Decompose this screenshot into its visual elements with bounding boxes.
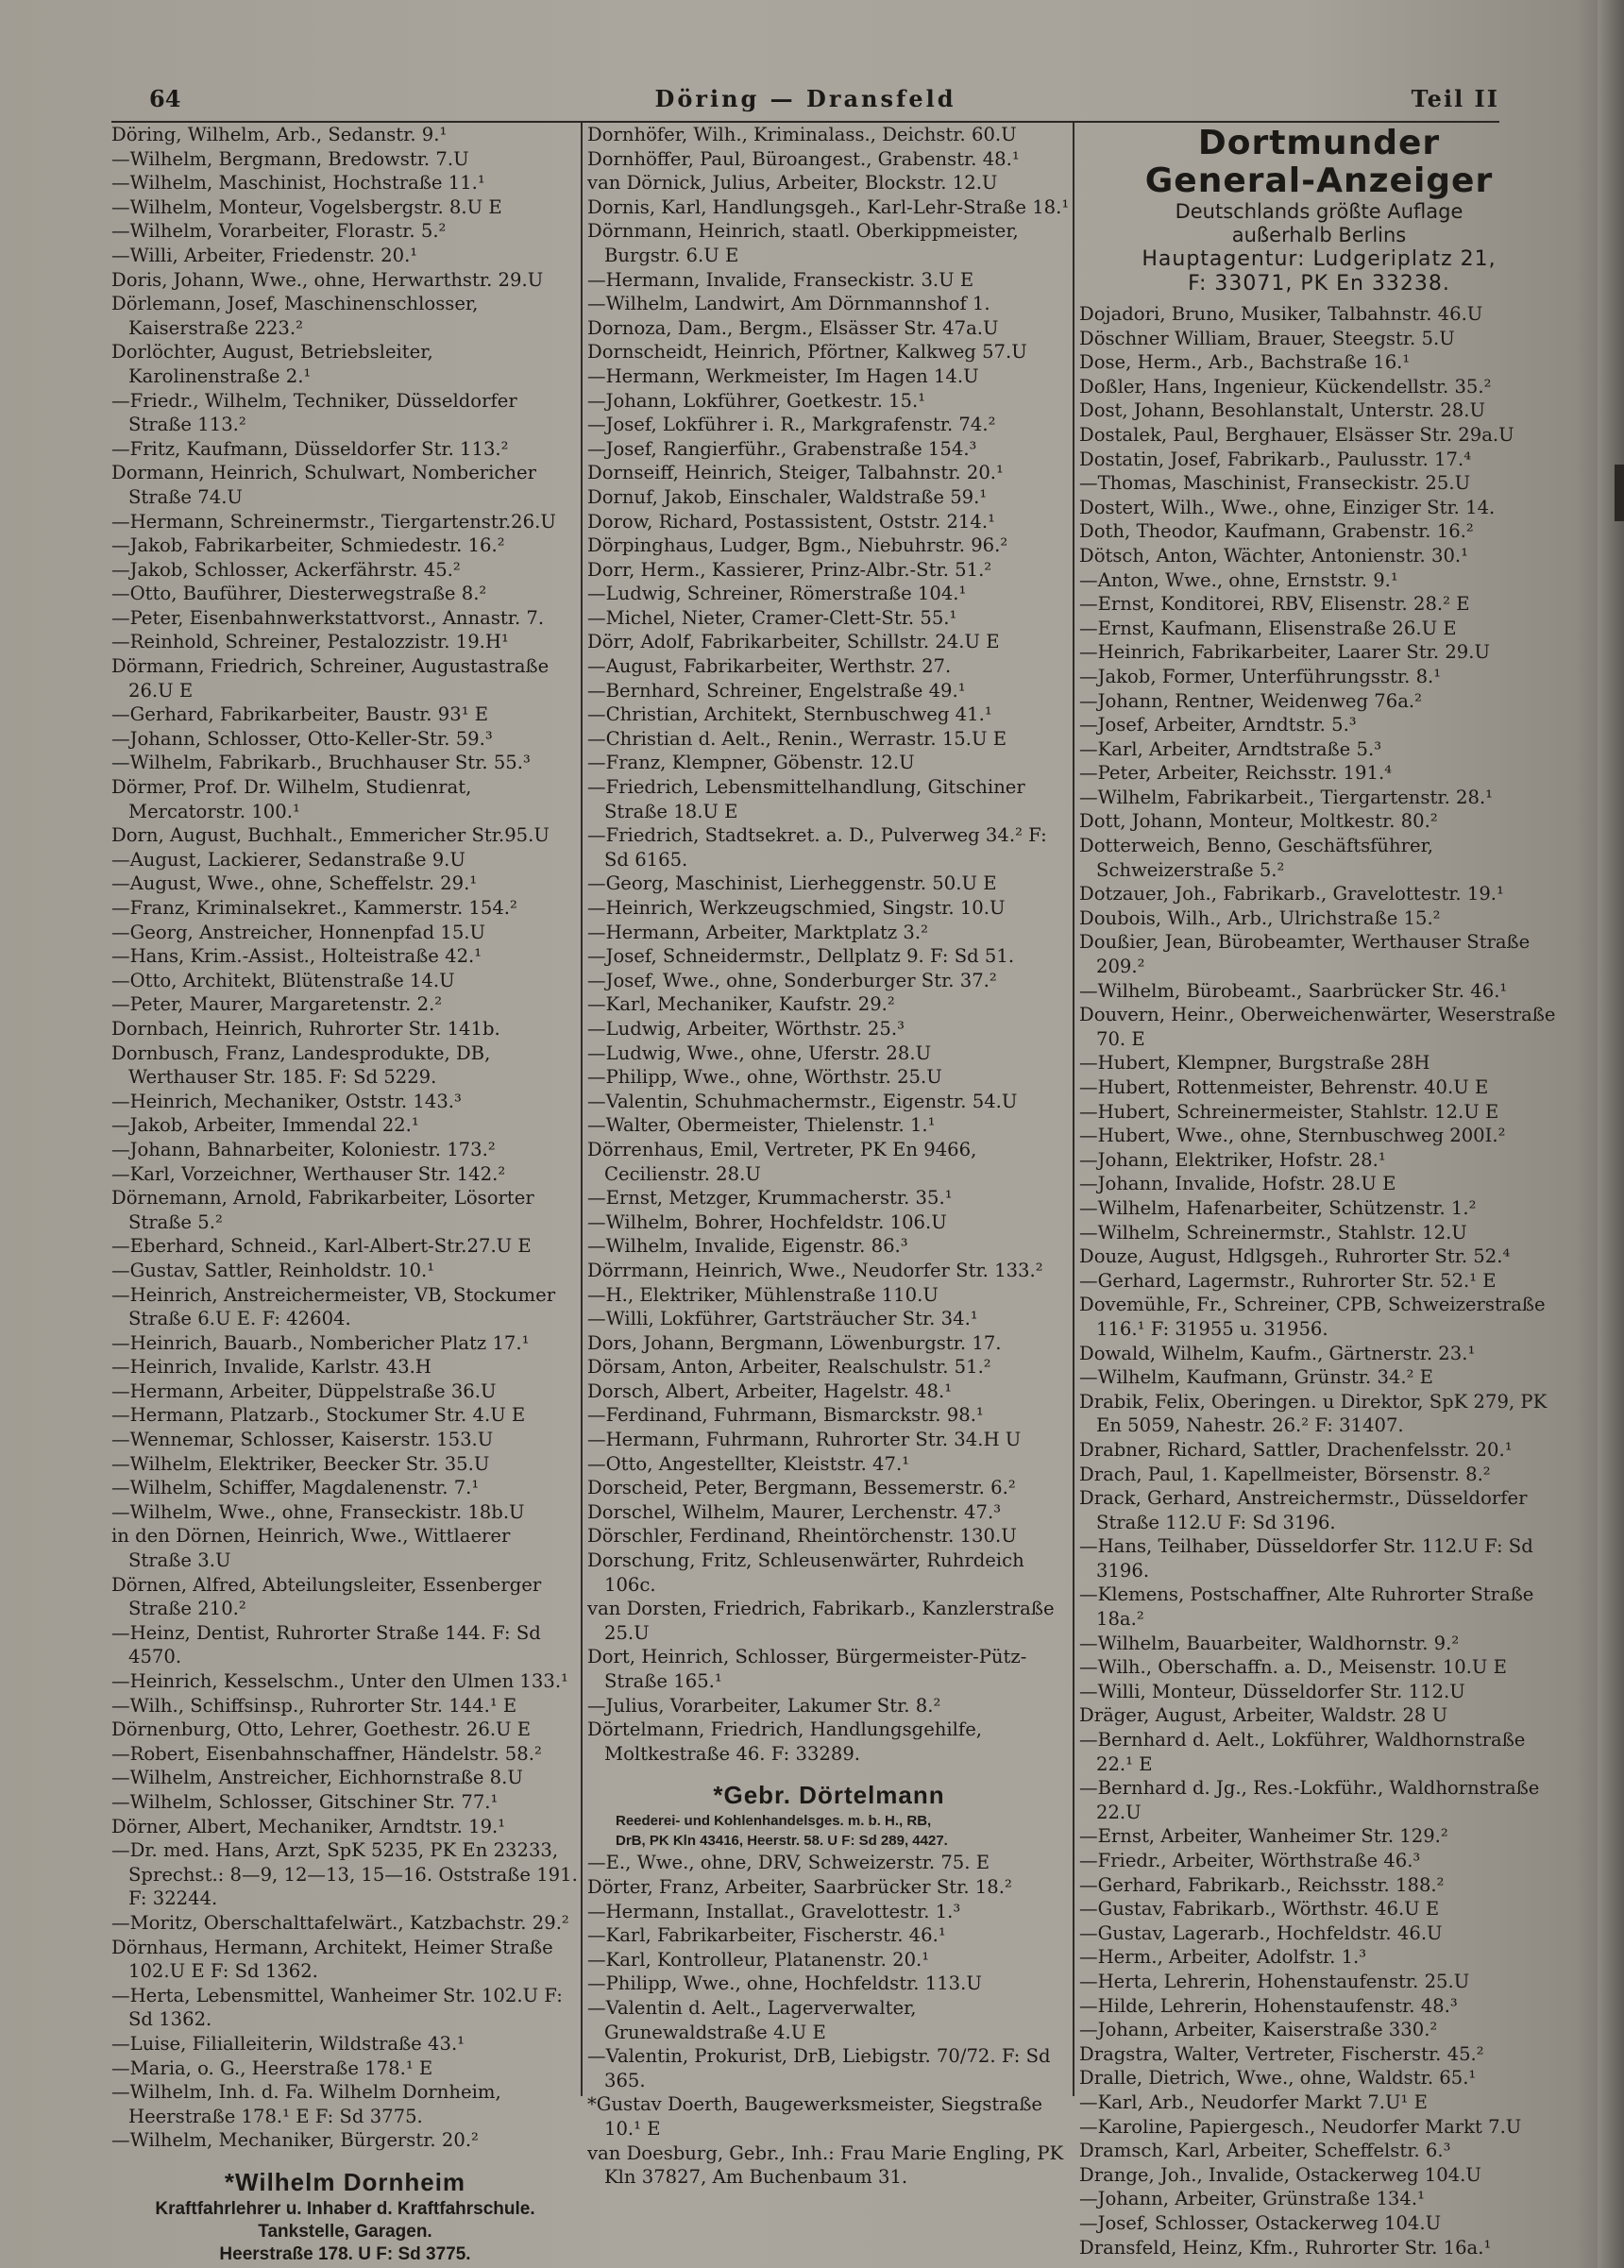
directory-entry: —Karl, Arbeiter, Arndtstraße 5.³ [1079,737,1382,760]
directory-entry: *Gustav Doerth, Baugewerksmeister, Siegstraße 10.¹ E [587,2093,1043,2140]
directory-entry: van Dörnick, Julius, Arbeiter, Blockstr. 12.U [587,172,998,195]
directory-entry: —Hermann, Arbeiter, Düppelstraße 36.U [111,1379,497,1402]
directory-entry: —Moritz, Oberschalttafelwärt., Katzbachstr. 29.² [111,1911,569,1934]
directory-entry: Doris, Johann, Wwe., ohne, Herwarthstr. 29.U [111,268,544,291]
directory-entry: —Hermann, Werkmeister, Im Hagen 14.U [587,364,979,387]
directory-entry: —Reinhold, Schreiner, Pestalozzistr. 19.H¹ [111,631,509,653]
directory-entry: —Julius, Vorarbeiter, Lakumer Str. 8.² [587,1694,941,1717]
directory-entry: —Heinrich, Anstreichermeister, VB, Stockumer Straße 6.U E. F: 42604. [111,1283,556,1330]
directory-entry: —Friedr., Wilhelm, Techniker, Düsseldorfer Straße 113.² [111,389,517,436]
directory-entry: Dornbusch, Franz, Landesprodukte, DB, Werthauser Str. 185. F: Sd 5229. [111,1041,491,1089]
directory-entry: —Wennemar, Schlosser, Kaiserstr. 153.U [111,1429,494,1451]
directory-entry: —Heinrich, Fabrikarbeiter, Laarer Str. 29.U [1079,641,1491,664]
directory-entry: Dörter, Franz, Arbeiter, Saarbrücker Str. 18.² [587,1875,1012,1898]
directory-entry: —Maria, o. G., Heerstraße 178.¹ E [111,2056,433,2079]
directory-entry: —Hermann, Platzarb., Stockumer Str. 4.U E [111,1404,526,1427]
directory-entry: —Franz, Kriminalsekret., Kammerstr. 154.² [111,897,517,919]
directory-entry: Dotterweich, Benno, Geschäftsführer, Schweizerstraße 5.² [1079,835,1434,881]
directory-entry: —Otto, Architekt, Blütenstraße 14.U [111,969,455,991]
directory-entry: Dort, Heinrich, Schlosser, Bürgermeister-Pütz-Straße 165.¹ [587,1646,1027,1692]
entry-list-2b [587,1851,1071,2189]
directory-entry: —Wilh., Schiffsinsp., Ruhrorter Str. 144.¹ E [111,1694,517,1717]
directory-entry: Dörschler, Ferdinand, Rheintörchenstr. 130.U [587,1525,1017,1548]
directory-entry: Dostert, Wilh., Wwe., ohne, Einziger Str. 14. [1079,496,1496,518]
directory-entry: —Heinrich, Bauarb., Nombericher Platz 17.¹ [111,1331,530,1354]
directory-entry: Dransfeld, Heinz, Kfm., Ruhrorter Str. 16a.¹ [1079,2236,1492,2259]
directory-entry: Dormann, Heinrich, Schulwart, Nombericher Straße 74.U [111,462,536,508]
directory-entry: —Philipp, Wwe., ohne, Wörthstr. 25.U [587,1066,942,1089]
directory-entry: Dörrmann, Heinrich, Wwe., Neudorfer Str. 133.² [587,1259,1043,1281]
directory-entry: Dornscheidt, Heinrich, Pförtner, Kalkweg 57.U [587,341,1027,364]
directory-entry: —Wilhelm, Bergmann, Bredowstr. 7.U [111,147,469,170]
directory-entry: Dragstra, Walter, Vertreter, Fischerstr. 45.² [1079,2042,1484,2065]
directory-entry: —Hubert, Schreinermeister, Stahlstr. 12.U E [1079,1100,1499,1123]
directory-entry: —Hermann, Schreinermstr., Tiergartenstr.26.U [111,510,556,533]
directory-entry: —Robert, Eisenbahnschaffner, Händelstr. 58.² [111,1742,542,1765]
directory-entry: —Josef, Wwe., ohne, Sonderburger Str. 37.² [587,969,997,991]
directory-entry: Dörr, Adolf, Fabrikarbeiter, Schillstr. 24.U E [587,631,1000,653]
directory-entry: —Hermann, Invalide, Franseckistr. 3.U E [587,268,974,291]
directory-entry: Döschner William, Brauer, Steegstr. 5.U [1079,327,1455,349]
directory-entry: Douvern, Heinr., Oberweichenwärter, Weserstraße 70. E [1079,1004,1556,1050]
directory-entry: Dostatin, Josef, Fabrikarb., Paulusstr. 17.⁴ [1079,448,1472,470]
directory-entry: Dojadori, Bruno, Musiker, Talbahnstr. 46.U [1079,303,1483,325]
directory-entry: Dötsch, Anton, Wächter, Antonienstr. 30.¹ [1079,544,1469,567]
directory-entry: —Georg, Maschinist, Lierheggenstr. 50.U E [587,872,997,895]
directory-entry: Dornbach, Heinrich, Ruhrorter Str. 141b. [111,1017,500,1040]
directory-entry: —Wilhelm, Monteur, Vogelsbergstr. 8.U E [111,195,502,218]
directory-entry: —Johann, Elektriker, Hofstr. 28.¹ [1079,1148,1386,1171]
directory-entry: Dörnen, Alfred, Abteilungsleiter, Essenberger Straße 210.² [111,1573,542,1620]
column-3 [1079,123,1559,2260]
directory-entry: —Heinrich, Mechaniker, Oststr. 143.³ [111,1090,462,1112]
directory-entry: Dotzauer, Joh., Fabrikarb., Gravelottestr. 19.¹ [1079,883,1504,906]
directory-entry: —Heinrich, Invalide, Karlstr. 43.H [111,1356,431,1379]
advert-text: DrB, PK Kln 43416, Heerstr. 58. U F: Sd 289, 4427. [616,1833,948,1850]
advert-general-anzeiger [1079,125,1559,296]
directory-entry: Dörnhaus, Hermann, Architekt, Heimer Straße 102.U E F: Sd 1362. [111,1936,553,1983]
directory-entry: —Hubert, Klempner, Burgstraße 28H [1079,1052,1430,1075]
directory-entry: —Friedrich, Lebensmittelhandlung, Gitschiner Straße 18.U E [587,776,1025,822]
directory-entry: —Gustav, Sattler, Reinholdstr. 10.¹ [111,1259,435,1281]
directory-entry: —Ernst, Metzger, Krummacherstr. 35.¹ [587,1187,953,1210]
directory-entry: —Philipp, Wwe., ohne, Hochfeldstr. 113.U [587,1972,982,1995]
directory-entry: —Josef, Lokführer i. R., Markgrafenstr. 74.² [587,414,996,436]
directory-entry: —Peter, Eisenbahnwerkstattvorst., Annastr. 7. [111,606,545,629]
directory-entry: —Valentin, Schuhmachermstr., Eigenstr. 54.U [587,1090,1018,1112]
advert-address: Heerstraße 178. U F: Sd 3775. [219,2243,471,2264]
directory-entry: —Johann, Invalide, Hofstr. 28.U E [1079,1173,1396,1195]
directory-entry: Dorscheid, Peter, Bergmann, Bessemerstr. 6.² [587,1477,1016,1499]
directory-entry: Dörnemann, Arnold, Fabrikarbeiter, Lösorter Straße 5.² [111,1187,534,1233]
directory-entry: —Wilhelm, Bürobeamt., Saarbrücker Str. 46.¹ [1079,979,1508,1002]
directory-entry: Dost, Johann, Besohlanstalt, Unterstr. 28.U [1079,399,1486,422]
directory-entry: —E., Wwe., ohne, DRV, Schweizerstr. 75. E [587,1852,990,1874]
directory-entry: —Hans, Krim.-Assist., Holteistraße 42.¹ [111,945,482,968]
directory-entry: Dörsam, Anton, Arbeiter, Realschulstr. 51.² [587,1356,991,1379]
directory-entry: Dovemühle, Fr., Schreiner, CPB, Schweizerstraße 116.¹ F: 31955 u. 31956. [1079,1294,1546,1340]
directory-entry: —Fritz, Kaufmann, Düsseldorfer Str. 113.² [111,437,509,460]
directory-entry: —Wilhelm, Schlosser, Gitschiner Str. 77.¹ [111,1790,499,1813]
directory-entry: —Wilh., Oberschaffn. a. D., Meisenstr. 10.U E [1079,1656,1507,1679]
directory-entry: —Johann, Schlosser, Otto-Keller-Str. 59.³ [111,727,493,750]
directory-entry: —Josef, Schlosser, Ostackerweg 104.U [1079,2211,1442,2234]
directory-entry: —Johann, Arbeiter, Grünstraße 134.¹ [1079,2188,1425,2210]
advert-title: *Gebr. Dörtelmann [713,1781,945,1810]
entry-list-3 [1079,302,1559,2260]
directory-entry: —Wilhelm, Anstreicher, Eichhornstraße 8.U [111,1767,523,1789]
directory-entry: —Walter, Obermeister, Thielenstr. 1.¹ [587,1114,936,1137]
directory-entry: —Jakob, Former, Unterführungsstr. 8.¹ [1079,665,1442,687]
directory-entry: Dörner, Albert, Mechaniker, Arndtstr. 19.¹ [111,1815,506,1837]
directory-entry: Dräger, August, Arbeiter, Waldstr. 28 U [1079,1704,1448,1727]
directory-entry: —Wilhelm, Maschinist, Hochstraße 11.¹ [111,172,485,195]
directory-entry: —Hilde, Lehrerin, Hohenstaufenstr. 48.³ [1079,1994,1458,2017]
directory-entry: —Ernst, Konditorei, RBV, Elisenstr. 28.² E [1079,593,1470,616]
directory-entry: Drabik, Felix, Oberingen. u Direktor, SpK 279, PK En 5059, Nahestr. 26.² F: 31407. [1079,1390,1548,1437]
column-rule [1073,123,1074,2096]
directory-entry: —Karoline, Papiergesch., Neudorfer Markt 7.U [1079,2115,1522,2138]
directory-entry: —Ernst, Kaufmann, Elisenstraße 26.U E [1079,617,1457,639]
directory-entry: —Ludwig, Wwe., ohne, Uferstr. 28.U [587,1041,932,1064]
directory-entry: Dornis, Karl, Handlungsgeh., Karl-Lehr-Straße 18.¹ [587,195,1070,218]
directory-entry: —Peter, Maurer, Margaretenstr. 2.² [111,993,443,1016]
directory-entry: —Herta, Lehrerin, Hohenstaufenstr. 25.U [1079,1970,1470,1992]
directory-entry: —Herm., Arbeiter, Adolfstr. 1.³ [1079,1946,1367,1969]
directory-entry: Dramsch, Karl, Arbeiter, Scheffelstr. 6.³ [1079,2140,1451,2162]
directory-entry: Dralle, Dietrich, Wwe., ohne, Waldstr. 65.¹ [1079,2067,1477,2090]
directory-entry: Dorn, August, Buchhalt., Emmericher Str.95.U [111,824,550,847]
directory-entry: —Willi, Lokführer, Gartsträucher Str. 34.¹ [587,1308,978,1330]
directory-entry: —August, Fabrikarbeiter, Werthstr. 27. [587,655,952,678]
directory-entry: —Christian, Architekt, Sternbuschweg 41.¹ [587,703,992,726]
directory-entry: —Friedrich, Stadtsekret. a. D., Pulverweg 34.² F: Sd 6165. [587,824,1047,871]
directory-entry: —Hermann, Fuhrmann, Ruhrorter Str. 34.H U [587,1429,1022,1451]
advert-text: außerhalb Berlins [1231,224,1407,246]
advert-text: Reederei- und Kohlenhandelsges. m. b. H., RB, [616,1813,932,1830]
directory-entry: Drange, Joh., Invalide, Ostackerweg 104.U [1079,2163,1481,2186]
directory-entry: van Dorsten, Friedrich, Fabrikarb., Kanzlerstraße 25.U [587,1598,1055,1644]
directory-entry: —Karl, Arb., Neudorfer Markt 7.U¹ E [1079,2090,1428,2113]
directory-entry: Dowald, Wilhelm, Kaufm., Gärtnerstr. 23.¹ [1079,1342,1476,1364]
directory-entry: —H., Elektriker, Mühlenstraße 110.U [587,1283,939,1306]
directory-entry: —Franz, Klempner, Göbenstr. 12.U [587,752,915,774]
directory-entry: Dörmann, Friedrich, Schreiner, Augustastraße 26.U E [111,655,550,702]
directory-entry: —Willi, Monteur, Düsseldorfer Str. 112.U [1079,1680,1465,1702]
directory-entry: —Karl, Fabrikarbeiter, Fischerstr. 46.¹ [587,1924,946,1947]
directory-entry: —Valentin d. Aelt., Lagerverwalter, Grunewaldstraße 4.U E [587,1996,917,2043]
directory-entry: Dorlöchter, August, Betriebsleiter, Karolinenstraße 2.¹ [111,341,433,387]
directory-entry: —Otto, Bauführer, Diesterwegstraße 8.² [111,583,487,605]
directory-entry: —Peter, Arbeiter, Reichsstr. 191.⁴ [1079,762,1393,785]
directory-entry: —Eberhard, Schneid., Karl-Albert-Str.27.U E [111,1235,532,1258]
directory-entry: —Friedr., Arbeiter, Wörthstraße 46.³ [1079,1850,1421,1871]
directory-entry: —Hermann, Installat., Gravelottestr. 1.³ [587,1900,961,1922]
column-rule [581,123,583,2096]
page-header [111,83,1499,123]
directory-entry: —Wilhelm, Inh. d. Fa. Wilhelm Dornheim, Heerstraße 178.¹ E F: Sd 3775. [111,2081,501,2127]
directory-entry: —Gustav, Fabrikarb., Wörthstr. 46.U E [1079,1898,1440,1921]
advert-text: Deutschlands größte Auflage [1175,200,1463,223]
directory-entry: —Wilhelm, Bauarbeiter, Waldhornstr. 9.² [1079,1632,1460,1654]
advert-title: General-Anzeiger [1144,161,1494,200]
directory-entry: Doßler, Hans, Ingenieur, Kückendellstr. 35.² [1079,375,1492,398]
directory-entry: —Bernhard, Schreiner, Engelstraße 49.¹ [587,679,966,702]
directory-entry: Doußier, Jean, Bürobeamter, Werthauser Straße 209.² [1079,931,1531,978]
running-head: Döring — Dransfeld [654,85,956,112]
directory-entry: —Wilhelm, Schiffer, Magdalenenstr. 7.¹ [111,1477,480,1499]
directory-entry: —Christian d. Aelt., Renin., Werrastr. 15.U E [587,727,1007,750]
directory-entry: Dörnenburg, Otto, Lehrer, Goethestr. 26.U E [111,1718,532,1741]
directory-entry: Dörpinghaus, Ludger, Bgm., Niebuhrstr. 96.² [587,534,1008,557]
directory-entry: —Jakob, Arbeiter, Immendal 22.¹ [111,1114,419,1137]
directory-entry: —Dr. med. Hans, Arzt, SpK 5235, PK En 23233, Sprechst.: 8—9, 12—13, 15—16. Oststraße 191. F: 32244. [111,1839,578,1910]
advert-text: Hauptagentur: Ludgeriplatz 21, [1142,247,1497,271]
directory-entry: —Wilhelm, Hafenarbeiter, Schützenstr. 1.² [1079,1196,1477,1219]
directory-entry: Dorsch, Albert, Arbeiter, Hagelstr. 48.¹ [587,1379,953,1402]
directory-entry: —Ernst, Arbeiter, Wanheimer Str. 129.² [1079,1825,1448,1848]
directory-entry: —Gerhard, Fabrikarbeiter, Baustr. 93¹ E [111,703,489,726]
directory-entry: Dornuf, Jakob, Einschaler, Waldstraße 59.¹ [587,485,988,508]
directory-entry: —Anton, Wwe., ohne, Ernststr. 9.¹ [1079,568,1398,591]
directory-entry: —Heinrich, Werkzeugschmied, Singstr. 10.U [587,897,1006,919]
directory-entry: —Josef, Rangierführ., Grabenstraße 154.³ [587,437,977,460]
directory-entry: Dörnmann, Heinrich, staatl. Oberkippmeister, Burgstr. 6.U E [587,220,1019,266]
directory-entry: Dornseiff, Heinrich, Steiger, Talbahnstr. 20.¹ [587,462,1004,484]
directory-entry: —Hans, Teilhaber, Düsseldorfer Str. 112.U F: Sd 3196. [1079,1535,1533,1582]
directory-entry: —Heinrich, Kesselschm., Unter den Ulmen 133.¹ [111,1670,568,1692]
directory-entry: Dörmer, Prof. Dr. Wilhelm, Studienrat, Mercatorstr. 100.¹ [111,776,472,822]
directory-entry: Dose, Herm., Arb., Bachstraße 16.¹ [1079,351,1411,374]
directory-entry: —Ferdinand, Fuhrmann, Bismarckstr. 98.¹ [587,1404,984,1427]
directory-entry: —Herta, Lebensmittel, Wanheimer Str. 102.U F: Sd 1362. [111,1984,563,2031]
directory-entry: Dornhöfer, Wilh., Kriminalass., Deichstr. 60.U [587,124,1017,145]
directory-entry: Dörtelmann, Friedrich, Handlungsgehilfe, Moltkestraße 46. F: 33289. [587,1718,983,1765]
directory-entry: Doubois, Wilh., Arb., Ulrichstraße 15.² [1079,906,1441,929]
column-2 [587,123,1071,2190]
directory-entry: —Bernhard d. Jg., Res.-Lokführ., Waldhornstraße 22.U [1079,1777,1540,1823]
entry-list-1 [111,123,579,2153]
directory-entry: —Jakob, Fabrikarbeiter, Schmiedestr. 16.² [111,534,505,557]
directory-entry: —Karl, Mechaniker, Kaufstr. 29.² [587,993,895,1016]
directory-entry: —Ludwig, Schreiner, Römerstraße 104.¹ [587,583,967,605]
directory-entry: Doth, Theodor, Kaufmann, Grabenstr. 16.² [1079,520,1474,543]
directory-entry: —Josef, Arbeiter, Arndtstr. 5.³ [1079,714,1357,736]
directory-entry: Dostalek, Paul, Berghauer, Elsässer Str. 29a.U [1079,423,1514,446]
directory-entry: —Luise, Filialleiterin, Wildstraße 43.¹ [111,2032,465,2055]
directory-entry: Döring, Wilhelm, Arb., Sedanstr. 9.¹ [111,124,448,145]
directory-entry: Dorow, Richard, Postassistent, Oststr. 214.¹ [587,510,995,533]
directory-entry: Drack, Gerhard, Anstreichermstr., Düsseldorfer Straße 112.U F: Sd 3196. [1079,1487,1528,1533]
directory-entry: —Klemens, Postschaffner, Alte Ruhrorter Straße 18a.² [1079,1583,1534,1631]
directory-entry: Dörlemann, Josef, Maschinenschlosser, Kaiserstraße 223.² [111,293,479,339]
column-1 [111,123,579,2266]
directory-entry: —Valentin, Prokurist, DrB, Liebigstr. 70/72. F: Sd 365. [587,2045,1051,2091]
part-label: Teil II [1411,85,1499,112]
directory-entry: —Karl, Vorzeichner, Werthauser Str. 142.² [111,1162,506,1185]
directory-entry: —Jakob, Schlosser, Ackerfährstr. 45.² [111,558,461,581]
directory-entry: van Doesburg, Gebr., Inh.: Frau Marie Engling, PK Kln 37827, Am Buchenbaum 31. [587,2141,1064,2189]
directory-entry: Dornhöffer, Paul, Büroangest., Grabenstr. 48.¹ [587,147,1020,170]
page-edge [1598,0,1624,2268]
directory-entry: —Willi, Arbeiter, Friedenstr. 20.¹ [111,244,418,266]
advert-dornheim [111,2166,579,2266]
directory-entry: Dors, Johann, Bergmann, Löwenburgstr. 17. [587,1331,1002,1354]
directory-entry: Dörrenhaus, Emil, Vertreter, PK En 9466, Cecilienstr. 28.U [587,1138,977,1185]
directory-entry: —Gerhard, Fabrikarb., Reichsstr. 188.² [1079,1873,1445,1896]
directory-entry: —Wilhelm, Fabrikarb., Bruchhauser Str. 55.³ [111,752,531,774]
directory-entry: Drabner, Richard, Sattler, Drachenfelsstr. 20.¹ [1079,1438,1513,1461]
directory-entry: —Georg, Anstreicher, Honnenpfad 15.U [111,921,486,943]
directory-entry: —Wilhelm, Elektriker, Beecker Str. 35.U [111,1452,490,1475]
directory-entry: —Bernhard d. Aelt., Lokführer, Waldhornstraße 22.¹ E [1079,1729,1526,1775]
advert-title: Dortmunder [1197,124,1441,162]
directory-entry: in den Dörnen, Heinrich, Wwe., Wittlaerer Straße 3.U [111,1525,511,1572]
thumb-tab [1615,465,1624,521]
directory-entry: —Gerhard, Lagermstr., Ruhrorter Str. 52.¹ E [1079,1269,1497,1292]
directory-entry: Dorschel, Wilhelm, Maurer, Lerchenstr. 47.³ [587,1500,1002,1523]
directory-entry: —Hubert, Rottenmeister, Behrenstr. 40.U E [1079,1076,1489,1098]
directory-entry: —August, Lackierer, Sedanstraße 9.U [111,848,465,871]
directory-entry: —Johann, Bahnarbeiter, Koloniestr. 173.² [111,1138,496,1160]
advert-text: Kraftfahrlehrer u. Inhaber d. Kraftfahrschule. Tankstelle, Garagen. [155,2198,535,2242]
directory-entry: Dorr, Herm., Kassierer, Prinz-Albr.-Str. 51.² [587,558,992,581]
directory-entry: —Johann, Lokführer, Goetkestr. 15.¹ [587,389,926,412]
directory-entry: —Wilhelm, Bohrer, Hochfeldstr. 106.U [587,1210,947,1233]
entry-list-2a [587,123,1071,1766]
directory-entry: —Wilhelm, Landwirt, Am Dörnmannshof 1. [587,293,990,315]
advert-doertelmann [587,1779,1071,1851]
directory-entry: —Wilhelm, Wwe., ohne, Franseckistr. 18b.U [111,1500,525,1523]
directory-entry: —Johann, Rentner, Weidenweg 76a.² [1079,689,1422,712]
directory-entry: Dott, Johann, Monteur, Moltkestr. 80.² [1079,810,1438,833]
directory-entry: —Michel, Nieter, Cramer-Clett-Str. 55.¹ [587,606,957,629]
directory-entry: Douze, August, Hdlgsgeh., Ruhrorter Str. 52.⁴ [1079,1245,1511,1268]
directory-entry: —Hermann, Arbeiter, Marktplatz 3.² [587,921,928,943]
directory-entry: —Hubert, Wwe., ohne, Sternbuschweg 200I.² [1079,1125,1506,1147]
directory-entry: Dornoza, Dam., Bergm., Elsässer Str. 47a.U [587,316,999,339]
directory-entry: —Wilhelm, Fabrikarbeit., Tiergartenstr. 28.¹ [1079,786,1494,808]
directory-entry: —Wilhelm, Vorarbeiter, Florastr. 5.² [111,220,447,243]
directory-entry: —Heinz, Dentist, Ruhrorter Straße 144. F: Sd 4570. [111,1621,541,1668]
directory-entry: —August, Wwe., ohne, Scheffelstr. 29.¹ [111,872,478,895]
directory-entry: —Wilhelm, Kaufmann, Grünstr. 34.² E [1079,1366,1433,1389]
directory-entry: Dorschung, Fritz, Schleusenwärter, Ruhrdeich 106c. [587,1549,1024,1596]
directory-entry: —Josef, Schneidermstr., Dellplatz 9. F: Sd 51. [587,945,1015,968]
directory-entry: —Karl, Kontrolleur, Platanenstr. 20.¹ [587,1948,930,1971]
directory-entry: —Thomas, Maschinist, Franseckistr. 25.U [1079,472,1471,495]
page-number: 64 [149,85,181,112]
advert-title: *Wilhelm Dornheim [224,2167,466,2196]
advert-text: F: 33071, PK En 33238. [1188,272,1450,296]
directory-entry: —Gustav, Lagerarb., Hochfeldstr. 46.U [1079,1921,1443,1944]
directory-entry: —Johann, Arbeiter, Kaiserstraße 330.² [1079,2019,1438,2041]
directory-entry: —Wilhelm, Schreinermstr., Stahlstr. 12.U [1079,1221,1467,1244]
directory-entry: —Ludwig, Arbeiter, Wörthstr. 25.³ [587,1017,905,1040]
directory-entry: —Wilhelm, Invalide, Eigenstr. 86.³ [587,1235,908,1258]
directory-entry: Drach, Paul, 1. Kapellmeister, Börsenstr. 8.² [1079,1463,1491,1485]
directory-entry: —Wilhelm, Mechaniker, Bürgerstr. 20.² [111,2129,479,2152]
directory-entry: —Otto, Angestellter, Kleiststr. 47.¹ [587,1452,910,1475]
